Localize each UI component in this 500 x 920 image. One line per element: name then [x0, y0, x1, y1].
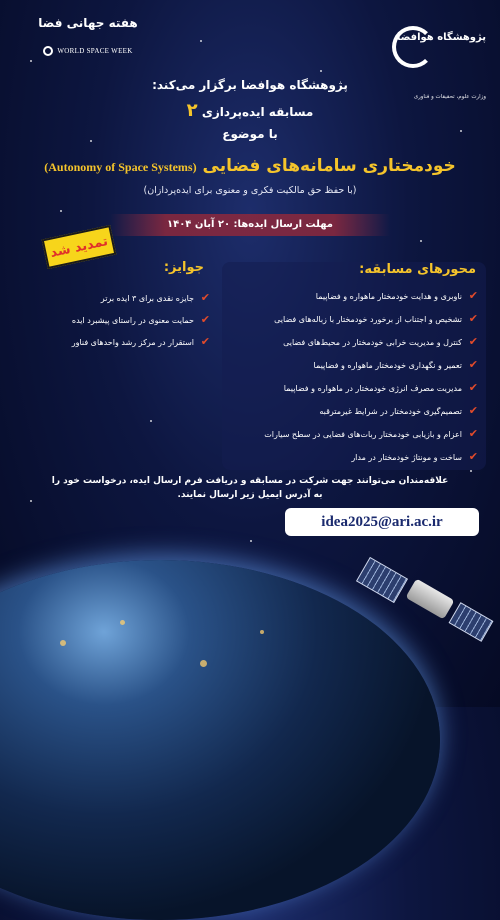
satellite-image	[360, 552, 490, 662]
check-icon: ✔	[200, 291, 210, 304]
list-item: ✔ تصمیم‌گیری خودمختار در شرایط غیرمترقبه	[224, 403, 478, 423]
list-item: ✔ استقرار در مرکز رشد واحدهای فناور	[71, 335, 210, 348]
topic-intro: با موضوع	[222, 127, 278, 141]
list-item: ✔ حمایت معنوی در راستای پیشبرد ایده	[71, 313, 210, 326]
check-icon: ✔	[200, 313, 210, 326]
world-space-week-logo-icon	[43, 46, 53, 56]
list-item: ✔ مدیریت مصرف انرژی خودمختار در ماهواره و فضاپیما	[224, 380, 478, 400]
check-icon: ✔	[468, 404, 478, 417]
main-title-fa: خودمختاری سامانه‌های فضایی	[202, 156, 456, 176]
check-icon: ✔	[468, 335, 478, 348]
city-light	[120, 620, 125, 625]
organizer-line: پژوهشگاه هوافضا برگزار می‌کند:	[152, 78, 348, 92]
check-icon: ✔	[468, 450, 478, 463]
institute-name: پژوهشگاه هوافضا	[396, 32, 486, 43]
competition-number: ۲	[186, 100, 198, 121]
check-icon: ✔	[468, 312, 478, 325]
solar-panel-icon	[356, 557, 408, 603]
axes-list	[224, 288, 478, 472]
note-line-1: علاقه‌مندان می‌توانند جهت شرکت در مسابقه و دریافت فرم ارسال ایده، درخواست خود را	[51, 476, 449, 486]
extended-stamp: تمدید شد	[42, 225, 117, 269]
list-item: ✔ ناوبری و هدایت خودمختار ماهواره و فضاپیما	[224, 288, 478, 308]
note-line-2: به آدرس ایمیل زیر ارسال نمایند.	[177, 490, 323, 500]
check-icon: ✔	[468, 289, 478, 302]
list-item: ✔ کنترل و مدیریت خرابی خودمختار در محیط‌های فضایی	[224, 334, 478, 354]
participation-note	[18, 474, 482, 502]
event-title-fa: هفته جهانی فضا	[38, 16, 138, 30]
email-link[interactable]: idea2025@ari.ac.ir	[285, 508, 479, 536]
main-title	[0, 156, 500, 176]
list-item: ✔ اعزام و بازیابی خودمختار ربات‌های فضایی در سطح سیارات	[224, 426, 478, 446]
list-item: ✔ ساخت و مونتاژ خودمختار در مدار	[224, 449, 478, 469]
deadline-banner: مهلت ارسال ایده‌ها: ۲۰ آبان ۱۴۰۴	[110, 214, 390, 236]
main-title-en: (Autonomy of Space Systems)	[44, 160, 197, 174]
competition-prefix: مسابقه ایده‌پردازی	[201, 105, 314, 119]
world-space-week-block	[18, 16, 158, 56]
event-title-en	[18, 46, 158, 56]
city-light	[200, 660, 207, 667]
city-light	[60, 640, 66, 646]
awards-list	[14, 292, 210, 358]
check-icon: ✔	[468, 358, 478, 371]
solar-panel-icon	[449, 602, 494, 642]
list-item: ✔ تعمیر و نگهداری خودمختار ماهواره و فضاپیما	[224, 357, 478, 377]
check-icon: ✔	[468, 427, 478, 440]
satellite-body-icon	[405, 578, 454, 619]
axes-title: محورهای مسابقه:	[359, 262, 476, 277]
city-light	[260, 630, 264, 634]
check-icon: ✔	[468, 381, 478, 394]
awards-title: جوایز:	[163, 260, 204, 275]
competition-line	[0, 100, 500, 121]
check-icon: ✔	[200, 335, 210, 348]
event-title-en-text: WORLD SPACE WEEK	[57, 47, 133, 55]
subtitle: (با حفظ حق مالکیت فکری و معنوی برای ایده‌پردازان)	[143, 185, 357, 196]
list-item: ✔ تشخیص و اجتناب از برخورد خودمختار با زباله‌های فضایی	[224, 311, 478, 331]
institute-subtitle: وزارت علوم، تحقیقات و فناوری	[413, 94, 486, 100]
list-item: ✔ جایزه نقدی برای ۳ ایده برتر	[100, 291, 210, 304]
